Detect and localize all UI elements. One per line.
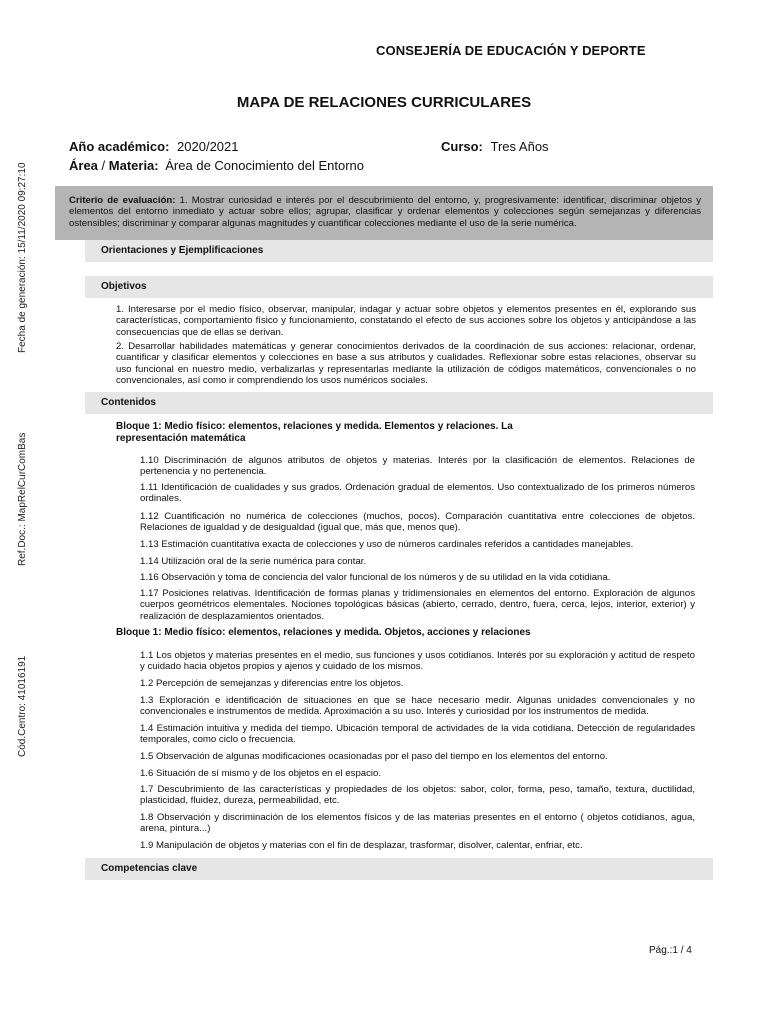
curso-label: Curso: [441, 139, 483, 154]
criterio-evaluacion [55, 186, 713, 240]
criterio-text: 1. Mostrar curiosidad e interés por el descubrimiento del entorno, y, progresivamente: identificar, discriminar objetos y elementos del entorno inmediato y actuar sobre ellos; agrupar, clasificar y ordenar elementos y colecciones según semejanzas y diferencias ostensibles; discriminar y comparar algunas magnitudes y cuantificar colecciones mediante el uso de la serie numérica. [69, 195, 702, 229]
side-fecha: Fecha de generación: 15/11/2020 09:27:10 [17, 162, 28, 353]
section-objetivos: Objetivos [85, 276, 713, 298]
ano-label: Año académico: [69, 139, 170, 154]
section-orientaciones: Orientaciones y Ejemplificaciones [85, 240, 713, 262]
area-label: Área [69, 158, 98, 173]
area-colon: : [154, 158, 159, 173]
content-item-1-9: 1.9 Manipulación de objetos y materias con el fin de desplazar, trasformar, disolver, calentar, enfriar, etc. [140, 840, 583, 851]
content-item-1-10: 1.10 Discriminación de algunos atributos de objetos y materias. Interés por la clasificación de elementos. Relaciones de pertenencia y no pertenencia. [140, 455, 695, 478]
section-competencias: Competencias clave [85, 858, 713, 880]
content-item-1-6: 1.6 Situación de sí mismo y de los objetos en el espacio. [140, 768, 382, 779]
organization-header: CONSEJERÍA DE EDUCACIÓN Y DEPORTE [376, 43, 646, 58]
bloque-title-objetos: Bloque 1: Medio físico: elementos, relaciones y medida. Objetos, acciones y relaciones [116, 627, 531, 638]
section-contenidos: Contenidos [85, 392, 713, 414]
ano-value: 2020/2021 [177, 139, 239, 154]
area-separator: / [97, 158, 109, 173]
curso-value: Tres Años [490, 139, 549, 154]
content-item-1-13: 1.13 Estimación cuantitativa exacta de colecciones y uso de números cardinales referidos a cantidades manejables. [140, 539, 634, 550]
content-item-1-16: 1.16 Observación y toma de conciencia del valor funcional de los números y de su utilidad en la vida cotidiana. [140, 572, 611, 583]
content-item-1-14: 1.14 Utilización oral de la serie numérica para contar. [140, 556, 367, 567]
curso [441, 139, 549, 154]
content-item-1-3: 1.3 Exploración e identificación de situaciones en que se hace necesario medir. Algunas unidades convencionales y no convencionales e instrumentos de medida. Aproximación a su uso. Interés y curiosidad por los instrumentos de medida. [140, 695, 695, 718]
content-item-1-12: 1.12 Cuantificación no numérica de colecciones (muchos, pocos). Comparación cuantitativa entre colecciones de objetos. Relaciones de igualdad y de desigualdad (igual que, más que, menos que). [140, 511, 695, 534]
area-materia [69, 158, 364, 173]
page-number: Pág.:1 / 4 [649, 945, 692, 956]
content-item-1-17: 1.17 Posiciones relativas. Identificación de formas planas y tridimensionales en elementos del entorno. Exploración de algunos cuerpos geométricos elementales. Nociones topológicas básicas (abierto, cerrado, dentro, fuera, cerca, lejos, interior, exterior) y realización de desplazamientos orientados. [140, 588, 695, 622]
area-value: Área de Conocimiento del Entorno [165, 158, 364, 173]
objetivo-2: 2. Desarrollar habilidades matemáticas y generar conocimientos derivados de la coordinación de sus acciones: relacionar, ordenar, cuantificar y clasificar elementos y colecciones en base a sus atributos y cualidades. Reflexionar sobre estas relaciones, observar su uso funcional en nuestro medio, verbalizarlas y representarlas mediante la utilización de códigos matemáticos, convencionales o no convencionales, así como ir comprendiendo los usos numéricos sociales. [116, 341, 696, 387]
side-ref: Ref.Doc.: MapRelCurComBas [17, 432, 28, 566]
content-item-1-7: 1.7 Descubrimiento de las características y propiedades de los objetos: sabor, color, forma, peso, tamaño, textura, ductilidad, plasticidad, fluidez, dureza, permeabilidad, etc. [140, 784, 695, 807]
bloque-title-representacion: Bloque 1: Medio físico: elementos, relaciones y medida. Elementos y relaciones. La representación matemática [116, 421, 513, 444]
content-item-1-4: 1.4 Estimación intuitiva y medida del tiempo. Ubicación temporal de actividades de la vida cotidiana. Detección de regularidades temporales, como ciclo o frecuencia. [140, 723, 695, 746]
ano-academico [69, 139, 239, 154]
materia-label: Materia [108, 158, 155, 173]
content-item-1-11: 1.11 Identificación de cualidades y sus grados. Ordenación gradual de elementos. Uso contextualizado de los primeros números ordinales. [140, 482, 695, 505]
content-item-1-2: 1.2 Percepción de semejanzas y diferencias entre los objetos. [140, 678, 404, 689]
page-title: MAPA DE RELACIONES CURRICULARES [236, 94, 532, 111]
content-item-1-8: 1.8 Observación y discriminación de los elementos físicos y de las materias presentes en el entorno ( objetos cotidianos, agua, arena, pintura...) [140, 812, 695, 835]
content-item-1-1: 1.1 Los objetos y materias presentes en el medio, sus funciones y usos cotidianos. Interés por su exploración y actitud de respeto y cuidado hacia objetos propios y ajenos y cuidado de los mismos. [140, 650, 695, 673]
content-item-1-5: 1.5 Observación de algunas modificaciones ocasionadas por el paso del tiempo en los elementos del entorno. [140, 751, 608, 762]
side-cod: Cód.Centro: 41016191 [17, 655, 28, 757]
objetivo-1: 1. Interesarse por el medio físico, observar, manipular, indagar y actuar sobre objetos y elementos presentes en él, explorando sus características, comportamiento físico y funcionamiento, constatando el efecto de sus acciones sobre los objetos y anticipándose a las consecuencias que de ellas se derivan. [116, 304, 696, 338]
criterio-label: Criterio de evaluación: [69, 195, 176, 206]
